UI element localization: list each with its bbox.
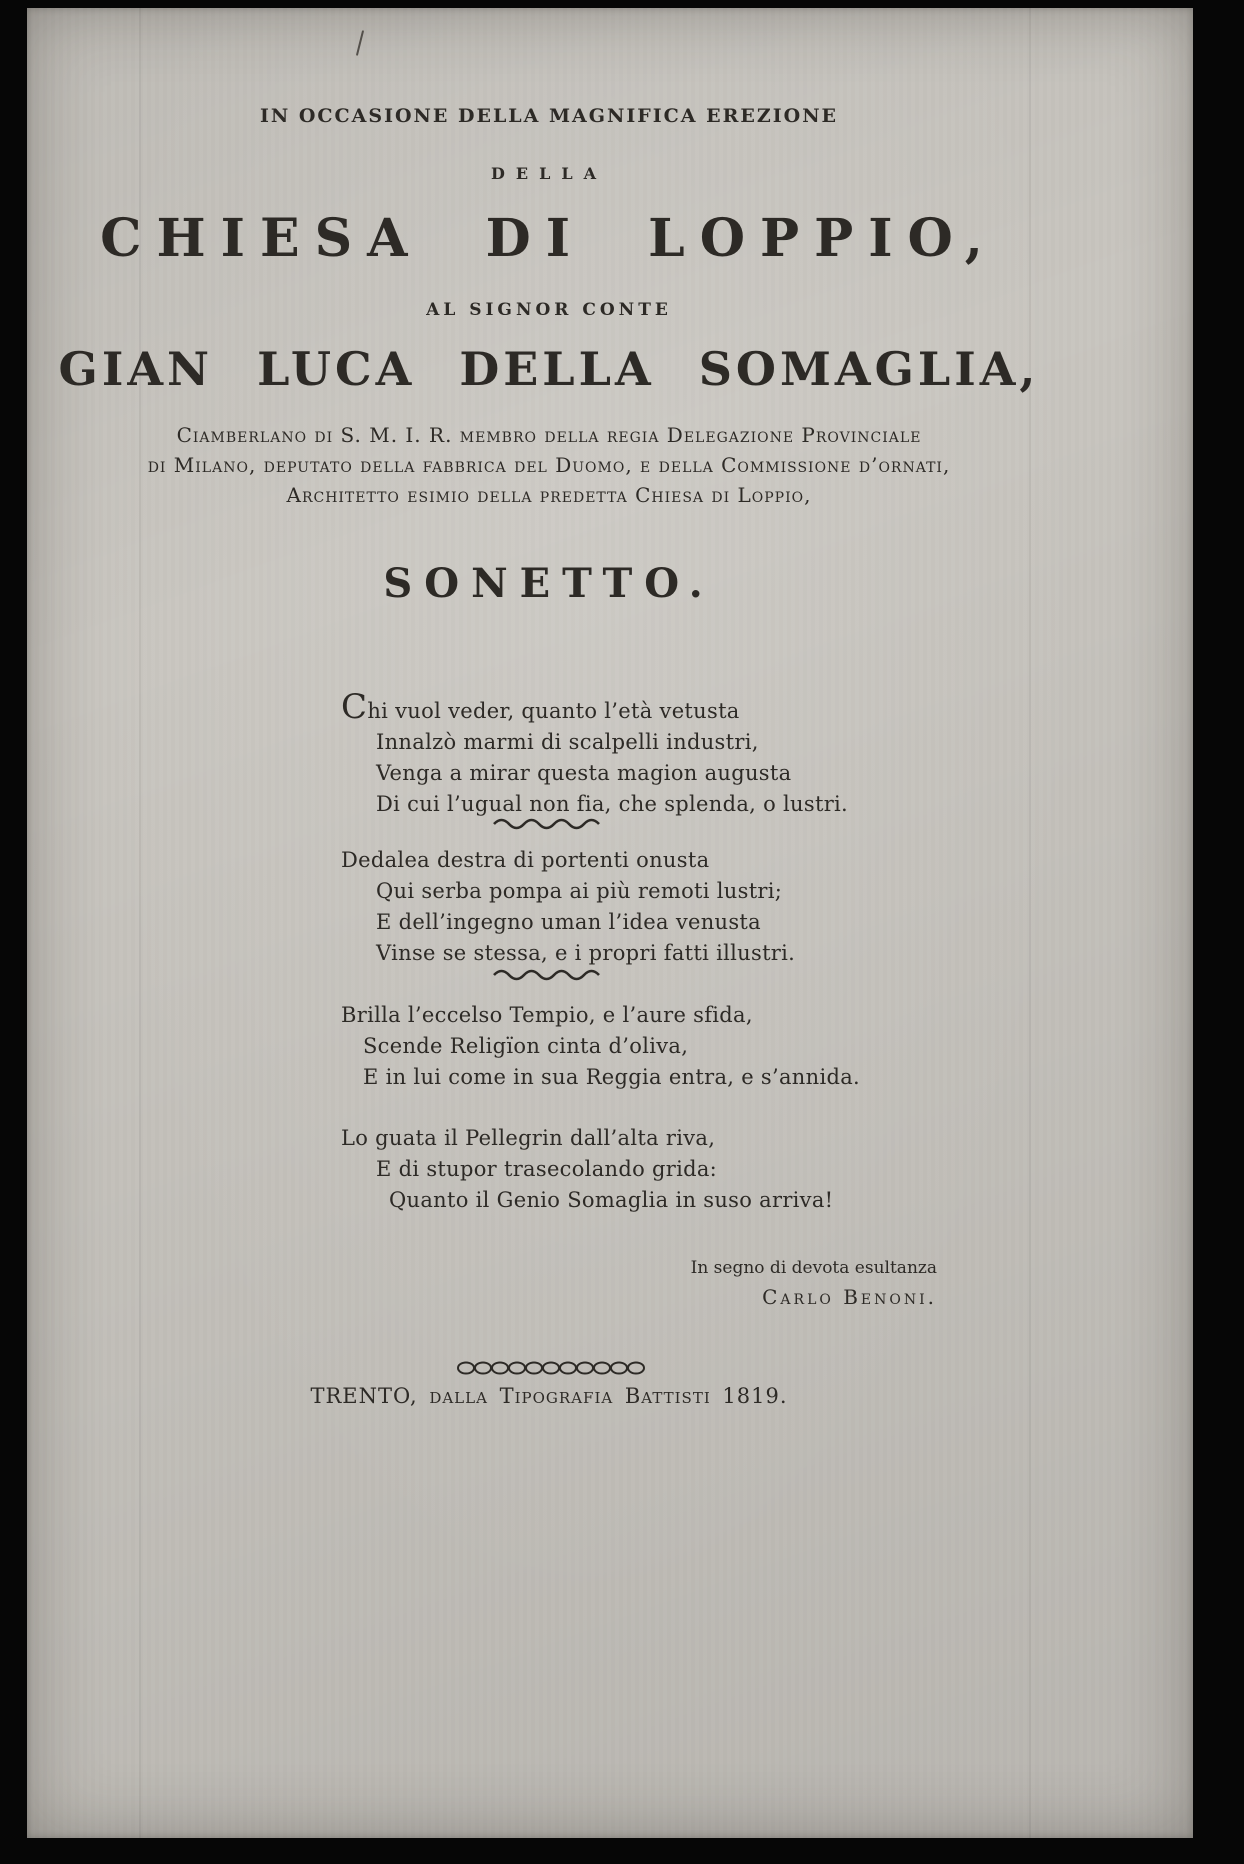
dedication-block: [27, 420, 1071, 510]
section-title: SONETTO.: [383, 560, 715, 607]
poem-line: Brilla l’eccelso Tempio, e l’aure sfida,: [341, 1003, 753, 1027]
signature-name: Carlo Benoni.: [762, 1285, 937, 1309]
poem-line: E dell’ingegno uman l’idea venusta: [376, 910, 761, 934]
poem-line: Quanto il Genio Somaglia in suso arriva!: [389, 1188, 834, 1212]
fold-line: [1029, 8, 1031, 1838]
poem-line: Venga a mirar questa magion augusta: [376, 761, 792, 785]
poem-line: Lo guata il Pellegrin dall’alta riva,: [341, 1126, 716, 1150]
poem-line: Innalzò marmi di scalpelli industri,: [376, 730, 759, 754]
poem-line: Dedalea destra di portenti onusta: [341, 848, 710, 872]
dedication-line: di Milano, deputato della fabbrica del Duomo, e della Commissione d’ornati,: [147, 453, 951, 477]
stanza: [341, 1000, 881, 1093]
church-title: CHIESA DI LOPPIO,: [100, 208, 998, 269]
wavy-rule-ornament: [491, 967, 611, 983]
occasion-line: IN OCCASIONE DELLA MAGNIFICA EREZIONE: [259, 105, 839, 127]
signature-block: [607, 1254, 937, 1312]
poem-line: Chi vuol veder, quanto l’età vetusta: [341, 687, 740, 727]
signature-note: In segno di devota esultanza: [690, 1258, 937, 1278]
poem-line: Qui serba pompa ai più remoti lustri;: [376, 879, 783, 903]
poem-line: Scende Religïon cinta d’oliva,: [363, 1034, 689, 1058]
poem-line: Di cui l’ugual non fia, che splenda, o lustri.: [376, 792, 849, 816]
della-line: DELLA: [491, 164, 607, 183]
poem-line: E di stupor trasecolando grida:: [376, 1157, 718, 1181]
ring-chain-ornament: [456, 1360, 646, 1376]
fold-line: [139, 8, 141, 1838]
dedication-line: Ciamberlano di S. M. I. R. membro della regia Delegazione Provinciale: [176, 423, 922, 447]
dedicatee-title: GIAN LUCA DELLA SOMAGLIA,: [58, 342, 1040, 396]
pen-stroke-mark: [356, 30, 364, 56]
poem-line: E in lui come in sua Reggia entra, e s’annida.: [363, 1065, 861, 1089]
imprint-line: TRENTO, dalla Tipografia Battisti 1819.: [310, 1384, 788, 1408]
dedication-line: Architetto esimio della predetta Chiesa di Loppio,: [286, 483, 812, 507]
poem-line: Vinse se stessa, e i propri fatti illustri.: [376, 941, 796, 965]
paper-sheet: [27, 8, 1193, 1838]
wavy-rule-ornament: [491, 816, 611, 832]
stanza: [341, 845, 881, 969]
al-signor-conte-line: AL SIGNOR CONTE: [426, 300, 672, 320]
stanza: [341, 1123, 881, 1216]
stanza: [341, 687, 881, 820]
